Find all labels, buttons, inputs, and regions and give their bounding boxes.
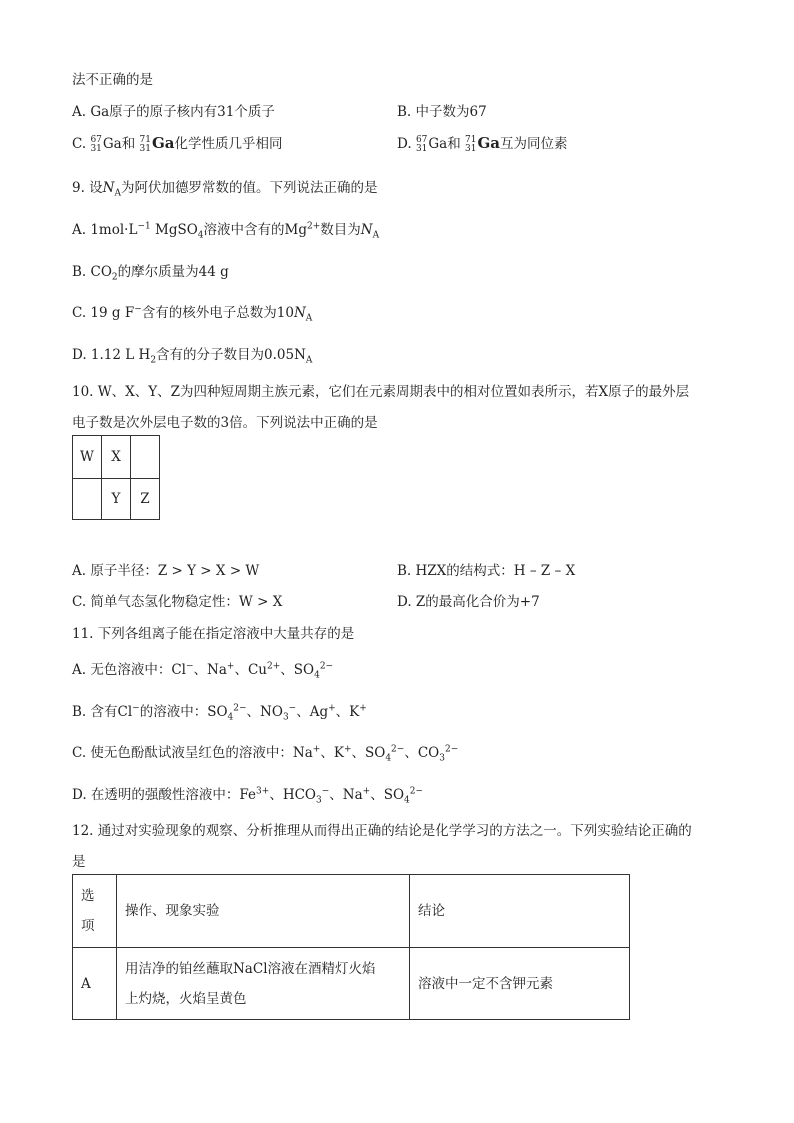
header-option-cell: 选 项 xyxy=(73,875,117,948)
q8-c-symbol1: Ga xyxy=(102,136,122,152)
q8-d-and: 和 xyxy=(447,136,461,152)
q8-c-suffix: 化学性质几乎相同 xyxy=(174,136,283,152)
q9-option-d: D. 1.12 L $H_2$含有的分子数目为$0.05N_A$ xyxy=(72,347,313,366)
pt-cell xyxy=(73,479,102,520)
q9-option-a: A. $1mol\cdot L^{-1}$ MgSO$_4$溶液中含有的$Mg^{2+}$数目为$N_A$ xyxy=(72,221,380,241)
q12-experiment-table xyxy=(72,874,630,1020)
q12-stem-line1: 12. 通过对实验现象的观察、分析推理从而得出正确的结论是化学学习的方法之一。下列实验结论正确的 xyxy=(72,823,692,839)
q8-d-symbol2: Ga xyxy=(477,134,501,152)
pt-cell xyxy=(131,436,160,479)
q8-c-nuclide2-numbers: 71 31 xyxy=(139,134,151,154)
pt-cell: Y xyxy=(102,479,131,520)
q8-c-label: C. xyxy=(72,136,87,152)
q9-option-b: B. $CO_2$的摩尔质量为44 g xyxy=(72,264,229,283)
q8-d-nuclide1-numbers: 67 31 xyxy=(415,134,428,154)
row-option-cell: A xyxy=(73,948,117,1020)
q8-d-symbol1: Ga xyxy=(428,136,448,152)
q10-option-a: A. 原子半径：Z > Y > X > W xyxy=(72,563,260,579)
row-operation-cell: 用洁净的铂丝蘸取NaCl溶液在酒精灯火焰 上灼烧，火焰呈黄色 xyxy=(117,948,410,1020)
q12-stem-line2: 是 xyxy=(72,854,86,870)
q11-option-c: C. 使无色酚酞试液呈红色的溶液中：Na+、K+、$SO_4^{2-}$、$CO_3^{2-}$ xyxy=(72,744,459,764)
header-conclusion-cell: 结论 xyxy=(410,875,630,948)
q11-option-a: A. 无色溶液中：Cl−、Na+、$Cu^{2+}$、$SO_4^{2-}$ xyxy=(72,661,334,681)
table-row xyxy=(73,948,630,1020)
q8-option-a: A. Ga原子的原子核内有31个质子 xyxy=(72,104,275,120)
q9-option-c: C. 19 g F−含有的核外电子总数为$10N_A$ xyxy=(72,304,313,324)
q8-d-label: D. xyxy=(397,136,412,152)
pt-cell: Z xyxy=(131,479,160,520)
q10-option-d: D. Z的最高化合价为+7 xyxy=(397,594,540,610)
table-header-row xyxy=(73,875,630,948)
q11-option-b: B. 含有Cl−的溶液中：$SO_4^{2-}$、$NO_3^-$、Ag+、K+ xyxy=(72,703,367,723)
pt-cell: X xyxy=(102,436,131,479)
q8-option-b: B. 中子数为67 xyxy=(397,104,487,120)
q10-option-c: C. 简单气态氢化物稳定性：W > X xyxy=(72,594,283,610)
q11-stem: 11. 下列各组离子能在指定溶液中大量共存的是 xyxy=(72,626,355,642)
q10-option-b: B. HZX的结构式：H – Z – X xyxy=(397,563,576,579)
q8-stem-tail: 法不正确的是 xyxy=(72,72,153,88)
row-conclusion-cell: 溶液中一定不含钾元素 xyxy=(410,948,630,1020)
q8-option-c xyxy=(72,132,283,154)
q9-stem: 9. 设$N_A$为阿伏加德罗常数的值。下列说法正确的是 xyxy=(72,180,378,199)
q8-c-nuclide1-numbers: 67 31 xyxy=(90,134,102,154)
q8-c-symbol2: Ga xyxy=(151,134,175,152)
q8-d-suffix: 互为同位素 xyxy=(500,136,568,152)
q10-stem-line2: 电子数是次外层电子数的3倍。下列说法中正确的是 xyxy=(72,415,378,431)
q10-stem-line1: 10. W、X、Y、Z为四种短周期主族元素，它们在元素周期表中的相对位置如表所示，若X原子的最外层 xyxy=(72,384,690,400)
periodic-position-table xyxy=(72,435,160,520)
q8-d-nuclide2-numbers: 71 31 xyxy=(465,134,477,154)
pt-cell: W xyxy=(73,436,102,479)
q11-option-d: D. 在透明的强酸性溶液中：$Fe^{3+}$、$HCO_3^-$、Na+、$SO_4^{2-}$ xyxy=(72,786,424,806)
q8-c-and: 和 xyxy=(121,136,136,152)
q8-option-d xyxy=(397,132,568,154)
header-operation-cell: 操作、现象实验 xyxy=(117,875,410,948)
